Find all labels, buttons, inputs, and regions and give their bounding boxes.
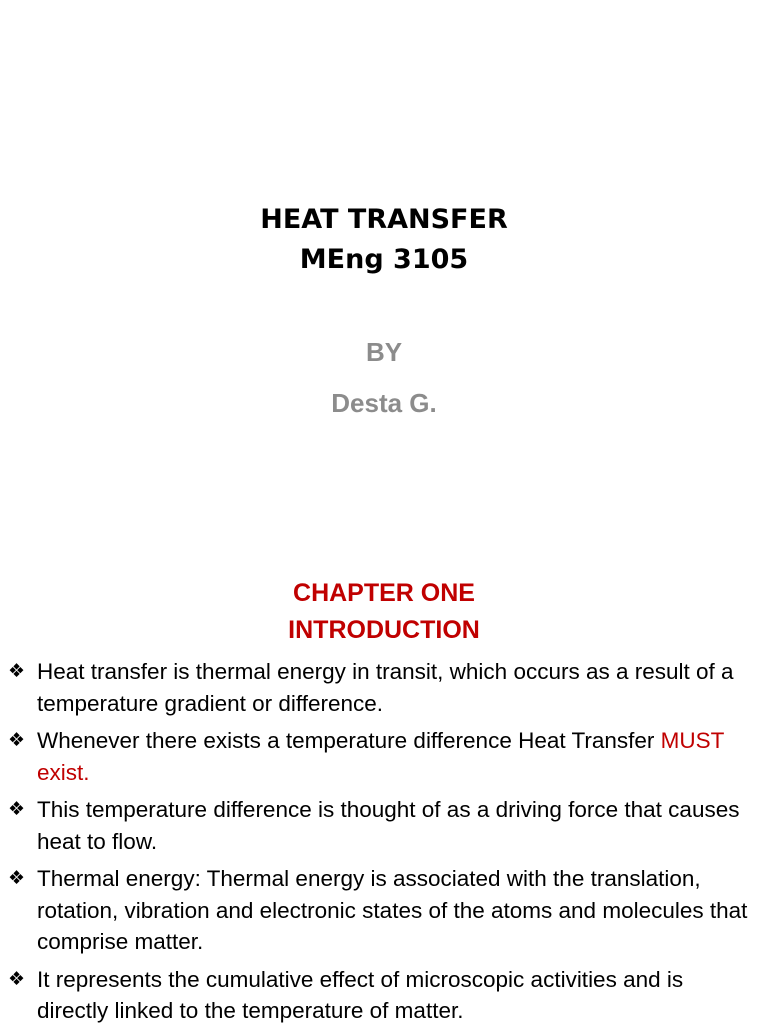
course-code: MEng 3105 [299, 244, 469, 275]
diamond-bullet-icon: ❖ [8, 660, 26, 682]
bullet-list [0, 656, 768, 1033]
bullet-item [0, 794, 768, 857]
chapter-number: CHAPTER ONE [293, 579, 475, 607]
bullet-text: Heat transfer is thermal energy in transit, which occurs as a result of a temperature gradient or difference. [37, 659, 734, 716]
bullet-item [0, 725, 768, 788]
course-title: HEAT TRANSFER [260, 204, 508, 235]
bullet-emphasis: MUST exist. [37, 728, 724, 785]
chapter-title: INTRODUCTION [288, 616, 480, 644]
bullet-text: It represents the cumulative effect of microscopic activities and is directly linked to the temperature of matter. [37, 966, 684, 1023]
bullet-item [0, 964, 768, 1027]
bullet-text: This temperature difference is thought of as a driving force that causes heat to flow. [37, 797, 740, 854]
bullet-item [0, 863, 768, 958]
diamond-bullet-icon: ❖ [8, 967, 26, 990]
diamond-bullet-icon: ❖ [8, 729, 26, 751]
bullet-item [0, 656, 768, 719]
bullet-text: Thermal energy: Thermal energy is associated with the translation, rotation, vibration and electronic states of the atoms and molecules that comprise matter. [37, 866, 748, 954]
bullet-text: Whenever there exists a temperature difference Heat Transfer [37, 728, 655, 753]
author-name: Desta G. [331, 388, 437, 418]
author-by-label: BY [365, 337, 403, 367]
diamond-bullet-icon: ❖ [8, 867, 26, 889]
diamond-bullet-icon: ❖ [8, 798, 26, 820]
